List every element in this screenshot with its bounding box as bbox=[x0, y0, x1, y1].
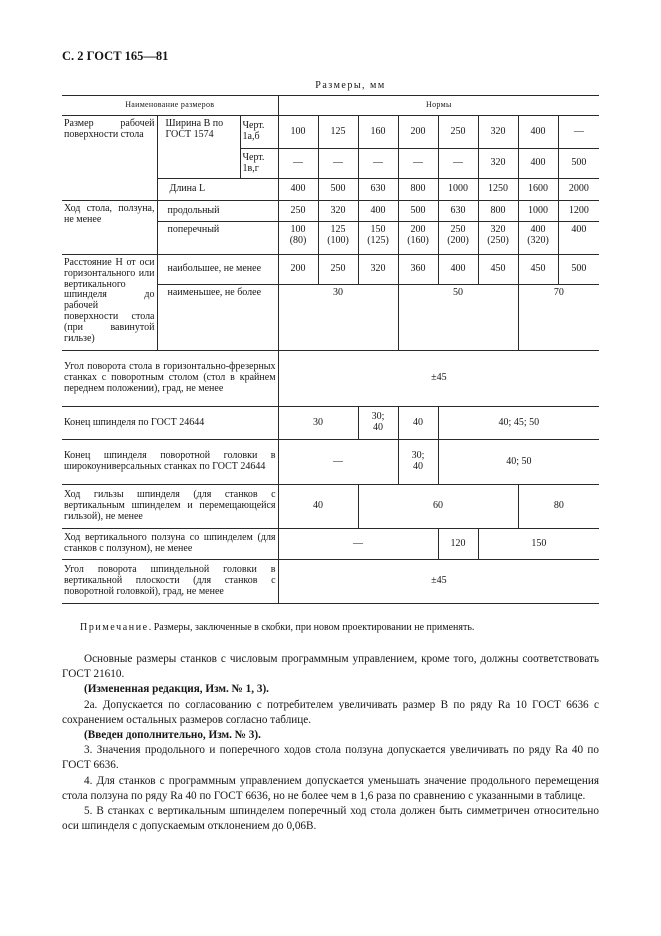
table-cell: 1000 bbox=[518, 201, 558, 222]
table-cell: 125 bbox=[330, 224, 346, 235]
table-cell: 40 bbox=[278, 485, 358, 529]
paragraph: 3. Значения продольного и поперечного ходов стола ползуна допускается увеличивать по ряду Ra 40 по ГОСТ 6636. bbox=[62, 744, 599, 772]
table-cell: 30; bbox=[371, 411, 385, 423]
table-cell: 30 bbox=[278, 407, 358, 440]
table-cell: 160 bbox=[358, 116, 398, 149]
table-cell: 2000 bbox=[558, 179, 599, 201]
table-cell: 200 bbox=[398, 116, 438, 149]
table-cell: 250 bbox=[450, 224, 466, 235]
table-cell: 250 bbox=[438, 116, 478, 149]
table-cell: 400 bbox=[530, 224, 546, 235]
table-cell: 500 bbox=[558, 255, 599, 285]
note-title: Примечание bbox=[80, 622, 149, 633]
table-sublabel: Длина L bbox=[157, 179, 278, 201]
table-cell: 150 bbox=[370, 224, 386, 235]
table-row-label: Расстояние H от оси горизонтального или вертикального шпинделя до рабочей поверхности стола (при вавинутой гильзе) bbox=[62, 255, 157, 351]
paragraph-amendment: (Измененная редакция, Изм. № 1, 3). bbox=[84, 683, 269, 696]
table-cell: 100 bbox=[290, 224, 306, 235]
drawing-ref: Черт. 1а,б bbox=[240, 116, 278, 149]
table-cell: — bbox=[358, 149, 398, 179]
table-cell: 400 bbox=[278, 179, 318, 201]
table-cell: 100 bbox=[278, 116, 318, 149]
table-cell: 320 bbox=[358, 255, 398, 285]
table-cell: 320 bbox=[478, 116, 518, 149]
table-cell: 320 bbox=[478, 149, 518, 179]
table-cell: 630 bbox=[358, 179, 398, 201]
table-cell: 60 bbox=[358, 485, 518, 529]
table-cell-paren: (320) bbox=[527, 234, 549, 246]
table-cell: 1000 bbox=[438, 179, 478, 201]
table-cell-paren: (125) bbox=[367, 234, 389, 246]
table-row-label: Угол поворота стола в горизонтально-фрезерных станках с поворотным столом (стол в крайнем переднем положении), град, не менее bbox=[62, 351, 278, 407]
table-cell: 500 bbox=[398, 201, 438, 222]
table-cell: 1200 bbox=[558, 201, 599, 222]
table-cell: 30; bbox=[411, 450, 425, 462]
table-cell: 1250 bbox=[478, 179, 518, 201]
table-cell: 360 bbox=[398, 255, 438, 285]
table-cell-paren: (100) bbox=[327, 234, 349, 246]
table-cell: ±45 bbox=[278, 351, 599, 407]
table-row-label: Ход вертикального ползуна со шпинделем (для станков с ползуном), не менее bbox=[62, 529, 278, 560]
table-cell: 400 bbox=[571, 224, 587, 235]
table-cell-paren: (200) bbox=[447, 234, 469, 246]
table-cell: 40 bbox=[373, 422, 384, 433]
table-cell: 450 bbox=[518, 255, 558, 285]
table-cell: 250 bbox=[318, 255, 358, 285]
table-sublabel: продольный bbox=[157, 201, 278, 222]
table-caption: Размеры, мм bbox=[315, 80, 386, 91]
table-cell: 40 bbox=[398, 407, 438, 440]
table-cell: 30 bbox=[278, 285, 398, 351]
table-cell: 1600 bbox=[518, 179, 558, 201]
table-cell: 120 bbox=[438, 529, 478, 560]
table-cell: 80 bbox=[518, 485, 599, 529]
table-cell: — bbox=[278, 440, 398, 485]
table-cell: 250 bbox=[278, 201, 318, 222]
table-cell: 125 bbox=[318, 116, 358, 149]
table-cell: — bbox=[558, 116, 599, 149]
table-row-label: Размер рабочей поверхности стола bbox=[62, 116, 157, 201]
table-sublabel: Ширина B по ГОСТ 1574 bbox=[157, 116, 240, 179]
note-text: . Размеры, заключенные в скобки, при новом проектировании не применять. bbox=[148, 622, 475, 633]
table-sublabel: наибольшее, не менее bbox=[157, 255, 278, 285]
table-cell: 500 bbox=[318, 179, 358, 201]
header-size-name: Наименование размеров bbox=[62, 96, 278, 116]
paragraph: 2а. Допускается по согласованию с потребителем увеличивать размер B по ряду Ra 10 ГОСТ 6636 с сохранением остальных размеров согласно таблице. bbox=[62, 698, 599, 726]
table-cell-paren: (160) bbox=[407, 234, 429, 246]
table-cell: 400 bbox=[518, 149, 558, 179]
header-norms: Нормы bbox=[278, 96, 599, 116]
table-cell: 40; 45; 50 bbox=[438, 407, 599, 440]
page-header: С. 2 ГОСТ 165—81 bbox=[62, 49, 169, 63]
table-cell: 400 bbox=[438, 255, 478, 285]
table-note bbox=[80, 622, 474, 633]
table-cell-paren: (80) bbox=[289, 234, 307, 246]
table-cell: 50 bbox=[398, 285, 518, 351]
table-cell: — bbox=[438, 149, 478, 179]
paragraph: 5. В станках с вертикальным шпинделем поперечный ход стола должен быть симметричен относительно оси шпинделя с допускаемым отклонением до 0,06B. bbox=[62, 805, 599, 833]
paragraph-amendment: (Введен дополнительно, Изм. № 3). bbox=[84, 729, 261, 742]
table-row-label: Угол поворота шпиндельной головки в вертикальной плоскости (для станков с поворотной головкой), град, не менее bbox=[62, 560, 278, 604]
table-sublabel: наименьшее, не более bbox=[157, 285, 278, 351]
paragraph: Основные размеры станков с числовым программным управлением, кроме того, должны соответствовать ГОСТ 21610. bbox=[62, 653, 599, 681]
table-cell: 320 bbox=[318, 201, 358, 222]
table-sublabel: поперечный bbox=[157, 222, 278, 255]
table-cell: — bbox=[278, 529, 438, 560]
table-cell: 400 bbox=[358, 201, 398, 222]
table-cell: 70 bbox=[518, 285, 599, 351]
table-cell: — bbox=[398, 149, 438, 179]
drawing-ref: Черт. 1в,г bbox=[240, 149, 278, 179]
table-row-label: Конец шпинделя по ГОСТ 24644 bbox=[62, 407, 278, 440]
table-cell: 500 bbox=[558, 149, 599, 179]
table-cell: 450 bbox=[478, 255, 518, 285]
table-cell: 400 bbox=[518, 116, 558, 149]
table-row-label: Ход гильзы шпинделя (для станков с вертикальным шпинделем и перемещающейся гильзой), не менее bbox=[62, 485, 278, 529]
paragraph: 4. Для станков с программным управлением допускается уменьшать значение продольного перемещения стола ползуна по ряду Ra 40 по ГОСТ 6636, но не более чем в 1,6 раза по сравнению с указанными в таблице. bbox=[62, 774, 599, 802]
table-row-label: Конец шпинделя поворотной головки в широкоуниверсальных станках по ГОСТ 24644 bbox=[62, 440, 278, 485]
table-cell-paren: (250) bbox=[487, 234, 509, 246]
table-cell: 40; 50 bbox=[438, 440, 599, 485]
table-row-label: Ход стола, ползуна, не менее bbox=[62, 201, 157, 255]
table-cell: 800 bbox=[398, 179, 438, 201]
table-cell: 40 bbox=[413, 461, 424, 472]
table-cell: ±45 bbox=[278, 560, 599, 604]
table-cell: 200 bbox=[278, 255, 318, 285]
table-cell: — bbox=[318, 149, 358, 179]
norms-table bbox=[62, 95, 599, 604]
table-cell: 800 bbox=[478, 201, 518, 222]
table-cell: 150 bbox=[478, 529, 599, 560]
table-cell: 630 bbox=[438, 201, 478, 222]
table-cell: — bbox=[278, 149, 318, 179]
table-cell: 200 bbox=[410, 224, 426, 235]
table-cell: 320 bbox=[490, 224, 506, 235]
body-text bbox=[62, 652, 599, 834]
